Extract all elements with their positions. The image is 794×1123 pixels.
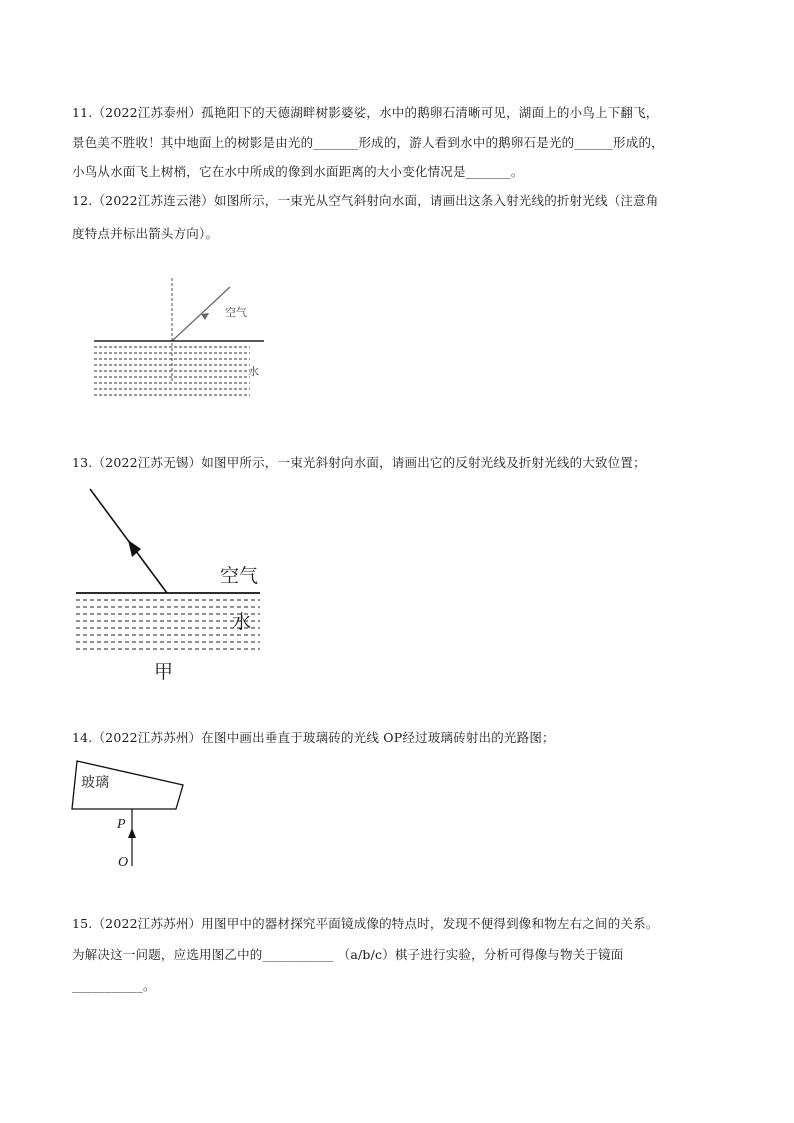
q12-diagram xyxy=(90,278,280,403)
q15-line-2: 为解决这一问题，应选用图乙中的___________ （a/b/c）棋子进行实验，分析可得像与物关于镜面 xyxy=(72,947,624,962)
q13-diagram xyxy=(74,486,274,686)
q13-label-water: 水 xyxy=(232,611,252,633)
q12-line-2: 度特点并标出箭头方向）。 xyxy=(72,226,219,241)
q11-line-2: 景色美不胜收！其中地面上的树影是由光的_______形成的，游人看到水中的鹅卵石是光的______形成的， xyxy=(72,135,664,150)
q12-figure xyxy=(90,278,280,403)
q13-caption: 甲 xyxy=(154,661,174,683)
q14-arrow-icon xyxy=(128,828,136,838)
q12-line-1: 12.（2022江苏连云港）如图所示，一束光从空气斜射向水面，请画出这条入射光线的折射光线（注意角 xyxy=(72,193,659,208)
q12-arrow-icon xyxy=(201,313,209,320)
q13-figure xyxy=(74,486,274,686)
q11-line-3: 小鸟从水面飞上树梢，它在水中所成的像到水面距离的大小变化情况是_______。 xyxy=(72,164,524,179)
q13-line-1: 13.（2022江苏无锡）如图甲所示，一束光斜射向水面，请画出它的反射光线及折射光线的大致位置； xyxy=(72,455,646,470)
q15-line-3: ___________。 xyxy=(72,978,156,993)
q14-label-o: O xyxy=(118,855,129,870)
q11-line-1: 11.（2022江苏泰州）孤艳阳下的天德湖畔树影婆娑，水中的鹅卵石清晰可见，湖面上的小鸟上下翻飞， xyxy=(72,105,659,120)
q13-label-air: 空气 xyxy=(220,565,259,587)
q12-label-water: 水 xyxy=(248,365,259,378)
q14-figure xyxy=(70,758,190,873)
q14-label-glass: 玻璃 xyxy=(81,775,109,791)
q15-line-1: 15.（2022江苏苏州）用图甲中的器材探究平面镜成像的特点时，发现不便得到像和物左右之间的关系。 xyxy=(72,916,659,931)
q12-label-air: 空气 xyxy=(225,306,247,319)
q14-label-p: P xyxy=(117,817,126,832)
q14-line-1: 14.（2022江苏苏州）在图中画出垂直于玻璃砖的光线 OP经过玻璃砖射出的光路图； xyxy=(72,730,555,745)
q14-diagram xyxy=(70,758,190,873)
